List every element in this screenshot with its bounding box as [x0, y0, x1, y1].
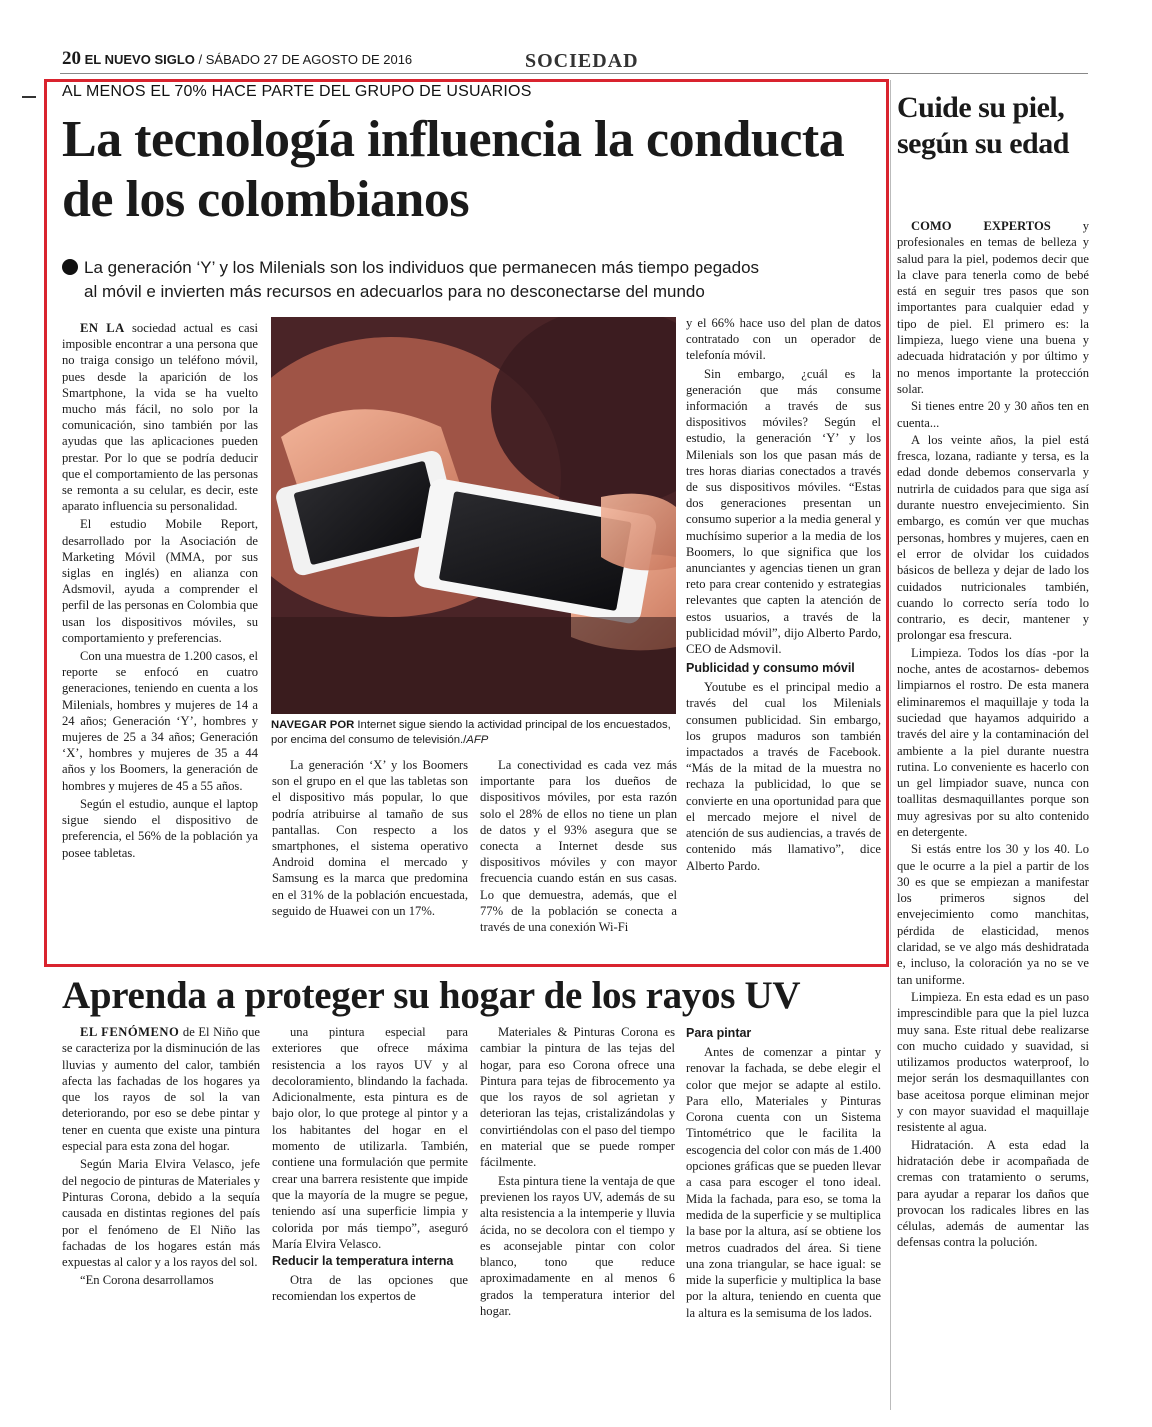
main-column-1: [62, 320, 258, 863]
body-paragraph: Si estás entre los 30 y los 40. Lo que le ocurre a la piel a partir de los 30 es que se empiezan a manifestar los primeros signos del envejecimiento como manchitas, pérdida de elasticidad, menos claridad, se ve algo más deshidratada e, incluso, la coloración ya no se ve tan uniforme.: [897, 842, 1089, 987]
lead-word: COMO EXPERTOS: [911, 219, 1051, 233]
body-paragraph: Hidratación. A esta edad la hidratación debe ir acompañada de cremas con tratamiento o serums, para ayudar a reparar los daños que provocan los radicales libres en las células, además de aumentar las defensas contra la polución.: [897, 1137, 1089, 1250]
photo-caption: [271, 718, 676, 747]
body-paragraph: y el 66% hace uso del plan de datos contratado con un operador de telefonía móvil.: [686, 316, 881, 363]
body-paragraph: sociedad actual es casi imposible encontrar a una persona que no traiga consigo un teléfono móvil, pues desde la aparición de los Smartphone, la vida se ha vuelto mucho más fácil, no solo por la comunicación, sino también por las ayudas que las aplicaciones pueden prestar. Por lo que se podría deducir que el comportamiento de las personas se remonta a su celular, es decir, este aparato influencia su personalidad.: [62, 321, 259, 514]
body-paragraph: Según el estudio, aunque el laptop sigue siendo el dispositivo de preferencia, el 56% de la población ya posee tabletas.: [62, 796, 258, 860]
uv-column-4: [686, 1024, 881, 1323]
lead-word: EN LA: [80, 321, 125, 335]
uv-column-1: [62, 1024, 260, 1291]
body-paragraph: de El Niño que se caracteriza por la disminución de las lluvias y aumento del calor, también afecta las fachadas de los hogares ya que los rayos de sol la van deteriorando, por eso se debe pintar y tener en cuenta que existe una pintura especial para esta zona del hogar.: [62, 1025, 260, 1154]
article-photo: [271, 317, 676, 714]
body-paragraph: “En Corona desarrollamos: [80, 1273, 214, 1288]
body-paragraph: Otra de las opciones que recomiendan los expertos de: [272, 1273, 468, 1304]
hands-with-phones-image: [271, 317, 676, 714]
body-paragraph: Según Maria Elvira Velasco, jefe del negocio de pinturas de Materiales y Pinturas Corona, debido a la sequía causada en distintas regiones del país por el fenómeno de El Niño las fachadas de los hogares están más expuestas al calor y a los rayos del sol.: [62, 1157, 260, 1270]
body-paragraph: Youtube es el principal medio a través del cual los Milenials consumen publicidad. Sin embargo, los grupos maduros son también impactados a través de Facebook. “Más de la mitad de la muestra no rechaza la publicidad, lo que se convierte en una oportunidad para que el mercado mejore el nivel de atención de sus audiencias, a través de contenido más llamativo”, dice Alberto Pardo.: [686, 680, 881, 873]
section-name: SOCIEDAD: [525, 50, 639, 72]
sidebar-column: [897, 218, 1089, 1252]
caption-text: Internet sigue siendo la actividad principal de los encuestados, por encima del consumo de televisión./: [271, 719, 671, 746]
main-kicker: AL MENOS EL 70% HACE PARTE DEL GRUPO DE USUARIOS: [62, 83, 532, 100]
caption-credit: AFP: [466, 733, 489, 746]
body-paragraph: Esta pintura tiene la ventaja de que previenen los rayos UV, además de su alta resistencia a la intemperie y lluvia ácida, no se decolora con el tiempo y es aconsejable pintar con color blanco, tono que reduce aproximadamente en al menos 6 grados la temperatura interior del hogar.: [480, 1173, 675, 1319]
lead-word: EL FENÓMENO: [80, 1025, 180, 1039]
deck-line-2: al móvil e invierten más recursos en adecuarlos para no desconectarse del mundo: [84, 282, 705, 301]
body-paragraph: Sin embargo, ¿cuál es la generación que más consume información a través de sus dispositivos móviles? Según el estudio, la generación ‘Y’ y los Milenials son los que pasan más de tres horas diarias conectados a través de sus dispositivos móviles. “Estas dos generaciones presentan un consumo superior a la media general y muchísimo superior a la media de los Boomers, lo que significa que los anunciantes y agencias tienen un gran reto para crear contenido y estrategias relevantes que capten la atención de estos usuarios, a través de la publicidad móvil”, dijo Alberto Pardo, CEO de Adsmovil.: [686, 366, 881, 657]
crop-mark: [22, 96, 36, 98]
uv-column-2: [272, 1024, 468, 1307]
body-paragraph: Antes de comenzar a pintar y renovar la fachada, se debe elegir el color que mejor se adapte al estilo. Para ello, Materiales y Pinturas Corona cuenta con un Sistema Tintométrico que le facilita la escogencia del color con más de 1.400 opciones gráficas que se pueden llevar a casa para escoger el tono ideal. Mida la fachada, para eso, se toma la medida de la superficie y se multiplica la base por la altura, así se obtiene los metros cuadrados del área. Si tiene una zona triangular, se hace igual: se mide la superficie y multiplica la base por la altura, teniendo en cuenta que la altura es la semisuma de los lados.: [686, 1045, 881, 1320]
subheading: Publicidad y consumo móvil: [686, 661, 855, 676]
bullet-icon: [62, 259, 78, 275]
page-number: 20: [62, 48, 81, 69]
main-column-4: [686, 315, 881, 876]
main-deck: [62, 256, 862, 304]
uv-column-3: [480, 1024, 675, 1321]
body-paragraph: una pintura especial para exteriores que ofrece máxima resistencia a los rayos UV y al decoloramiento, blindando la fachada. Adicionalmente, esta pintura es de bajo olor, lo que protege al pintor y a los habitantes del hogar en el momento de utilizarla. También, contiene una formulación que permite crear una barrera resistente que impide que la mayoría de la mugre se pegue, teniendo así una superficie limpia y colorida por más tiempo”, aseguró María Elvira Velasco.: [272, 1025, 468, 1251]
body-paragraph: La conectividad es cada vez más importante para los dueños de dispositivos móviles, por esta razón solo el 28% de ellos no tiene un plan de datos y el 93% asegura que se conecta a Internet desde sus dispositivos móviles y con mayor frecuencia cuando están en sus casas. Lo que demuestra, además, que el 77% de la población se conecta a través de una conexión Wi-Fi: [480, 758, 677, 935]
subheading: Reducir la temperatura interna: [272, 1254, 454, 1269]
body-paragraph: y profesionales en temas de belleza y salud para la piel, podemos decir que la clave para tenerla como de bebé está en seguir tres pasos que son importantes para cualquier edad y tipo de piel. El primero es: la limpieza, luego viene una buena y adecuada hidratación y por último y no menos importante la protección solar.: [897, 219, 1089, 396]
body-paragraph: Si tienes entre 20 y 30 años ten en cuenta...: [897, 399, 1089, 430]
body-paragraph: La generación ‘X’ y los Boomers son el grupo en el que las tabletas son el dispositivo más popular, lo que podría atribuirse al tamaño de sus pantallas. Con respecto a los smartphones, el sistema operativo Android domina el mercado y Samsung es la marca que predomina en el 31% de la población encuestada, seguido de Huawei con un 17%.: [272, 758, 468, 918]
paper-name: EL NUEVO SIGLO: [84, 52, 195, 67]
deck-line-1: La generación ‘Y’ y los Milenials son los individuos que permanecen más tiempo pegados: [84, 258, 760, 277]
main-column-3: [480, 757, 677, 937]
uv-headline: Aprenda a proteger su hogar de los rayos UV: [62, 974, 801, 1017]
sidebar-rule: [890, 80, 891, 1410]
main-column-2: [272, 757, 468, 921]
page-folio: [62, 48, 412, 70]
body-paragraph: Limpieza. Todos los días -por la noche, antes de acostarnos- debemos limpiarnos el rostro. De esta manera eliminaremos el maquillaje y toda la suciedad que hayamos adquirido a través del aire y la contaminación del ambiente a la piel durante nuestra rutina. Lo conveniente es hacerlo con un gel limpiador suave, nunca con toallitas desmaquillantes porque son muy agresivas por su alto contenido en detergente.: [897, 645, 1089, 839]
sidebar-headline: Cuide su piel, según su edad: [897, 91, 1069, 160]
caption-lead: NAVEGAR POR: [271, 719, 355, 731]
main-headline: La tecnología influencia la conducta de los colombianos: [62, 111, 845, 228]
body-paragraph: El estudio Mobile Report, desarrollado por la Asociación de Marketing Móvil (MMA, por sus siglas en inglés) en alianza con Adsmovil, ayuda a comprender el perfil de las personas en Colombia que usan los dispositivos móviles, su comportamiento y preferencias.: [62, 517, 258, 645]
issue-date: / SÁBADO 27 DE AGOSTO DE 2016: [198, 52, 413, 67]
header-rule: [60, 73, 1088, 74]
body-paragraph: Materiales & Pinturas Corona es cambiar la pintura de las tejas del hogar, para eso Corona ofrece una Pintura para tejas de fibrocemento ya que los rayos de sol agrietan y deterioran las tejas, cristalizándolas y convirtiéndolas con el paso del tiempo en material que se puede romper fácilmente.: [480, 1025, 675, 1170]
body-paragraph: Con una muestra de 1.200 casos, el reporte se enfocó en cuatro generaciones, teniendo en cuenta a los Milenials, hombres y mujeres de 14 a 24 años; Generación ‘Y’, hombres y mujeres de 25 a 34 años; Generación ‘X’, hombres y mujeres de 35 a 44 años y los Boomers, la generación de hombres y mujeres de 45 a 55 años.: [62, 649, 258, 793]
subheading: Para pintar: [686, 1026, 752, 1040]
body-paragraph: Limpieza. En esta edad es un paso imprescindible para que la piel luzca muy sana. Este ritual debe realizarse con mucho cuidado y suavidad, si utilizamos productos waterproof, lo mejor serán los desmaquillantes con base aceitosa porque eliminan mejor y con mayor suavidad el maquillaje resistente al agua.: [897, 989, 1089, 1135]
body-paragraph: A los veinte años, la piel está fresca, lozana, radiante y tersa, es la edad donde debemos conservarla y nutrirla de cuidados para que siga así durante nuestro envejecimiento. Sin embargo, es común ver que muchas personas, hombres y mujeres, caen en el error de olvidar los cuidados básicos de belleza y dejar de lado los cuidados nutricionales también, cuando lo correcto sería todo lo contrario, es decir, mantener y prolongar esa frescura.: [897, 432, 1089, 643]
